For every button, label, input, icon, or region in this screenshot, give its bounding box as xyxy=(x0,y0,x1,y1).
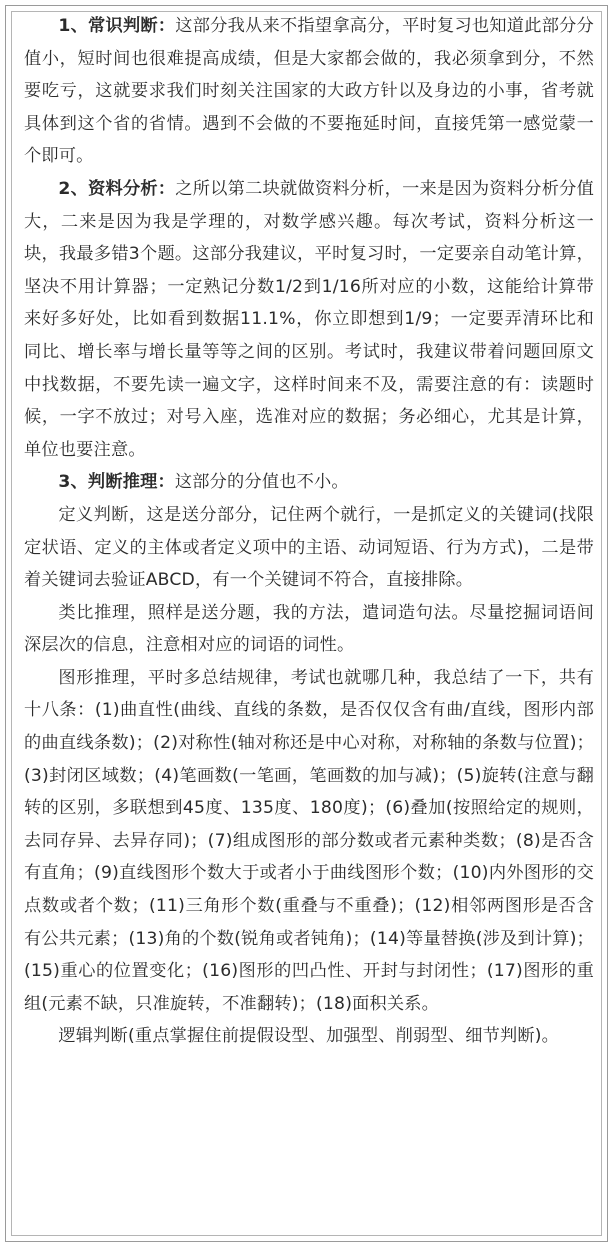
paragraph-data-analysis xyxy=(24,173,594,466)
heading-common-sense: 1、常识判断： xyxy=(58,16,176,36)
paragraph-common-sense xyxy=(24,10,594,173)
paragraph-definition: 定义判断，这是送分部分，记住两个就行，一是抓定义的关键词(找限定状语、定义的主体或者定义项中的主语、动词短语、行为方式)，二是带着关键词去验证ABCD，有一个关键词不符合，直接排除。 xyxy=(24,504,594,591)
paragraph-reasoning xyxy=(24,466,594,499)
text-data-analysis: 之所以第二块就做资料分析，一来是因为资料分析分值大，二来是因为我是学理的，对数学感兴趣。每次考试，资料分析这一块，我最多错3个题。这部分我建议，平时复习时，一定要亲自动笔计算，坚决不用计算器；一定熟记分数1/2到1/16所对应的小数，这能给计算带来好多好处，比如看到数据11.1%，你立即想到1/9；一定要弄清环比和同比、增长率与增长量等等之间的区别。考试时，我建议带着问题回原文中找数据，不要先读一遍文字，这样时间来不及，需要注意的有：读题时候，一字不放过；对号入座，选准对应的数据；务必细心，尤其是计算，单位也要注意。 xyxy=(24,178,594,460)
paragraph-analogy: 类比推理，照样是送分题，我的方法，遣词造句法。尽量挖掘词语间深层次的信息，注意相对应的词语的词性。 xyxy=(24,602,594,656)
heading-reasoning: 3、判断推理： xyxy=(58,472,175,493)
article-body xyxy=(24,10,594,1053)
text-reasoning: 这部分的分值也不小。 xyxy=(174,472,349,493)
paragraph-graphics: 图形推理，平时多总结规律，考试也就哪几种，我总结了一下，共有十八条：(1)曲直性(曲线、直线的条数，是否仅仅含有曲/直线，图形内部的曲直线条数)；(2)对称性(轴对称还是中心对称，对称轴的条数与位置)；(3)封闭区域数；(4)笔画数(一笔画，笔画数的加与减)；(5)旋转(注意与翻转的区别，多联想到45度、135度、180度)；(6)叠加(按照给定的规则，去同存异、去异存同)；(7)组成图形的部分数或者元素种类数；(8)是否含有直角；(9)直线图形个数大于或者小于曲线图形个数；(10)内外图形的交点数或者个数；(11)三角形个数(重叠与不重叠)；(12)相邻两图形是否含有公共元素；(13)角的个数(锐角或者钝角)；(14)等量替换(涉及到计算)；(15)重心的位置变化；(16)图形的凹凸性、开封与封闭性；(17)图形的重组(元素不缺，只准旋转，不准翻转)；(18)面积关系。 xyxy=(24,667,594,1014)
paragraph-logic: 逻辑判断(重点掌握住前提假设型、加强型、削弱型、细节判断)。 xyxy=(58,1026,560,1047)
text-common-sense: 这部分我从来不指望拿高分，平时复习也知道此部分分值小，短时间也很难提高成绩，但是大家都会做的，我必须拿到分，不然要吃亏，这就要求我们时刻关注国家的大政方针以及身边的小事，省考就具体到这个省的省情。遇到不会做的不要拖延时间，直接凭第一感觉蒙一个即可。 xyxy=(24,16,594,167)
heading-data-analysis: 2、资料分析： xyxy=(58,178,176,199)
